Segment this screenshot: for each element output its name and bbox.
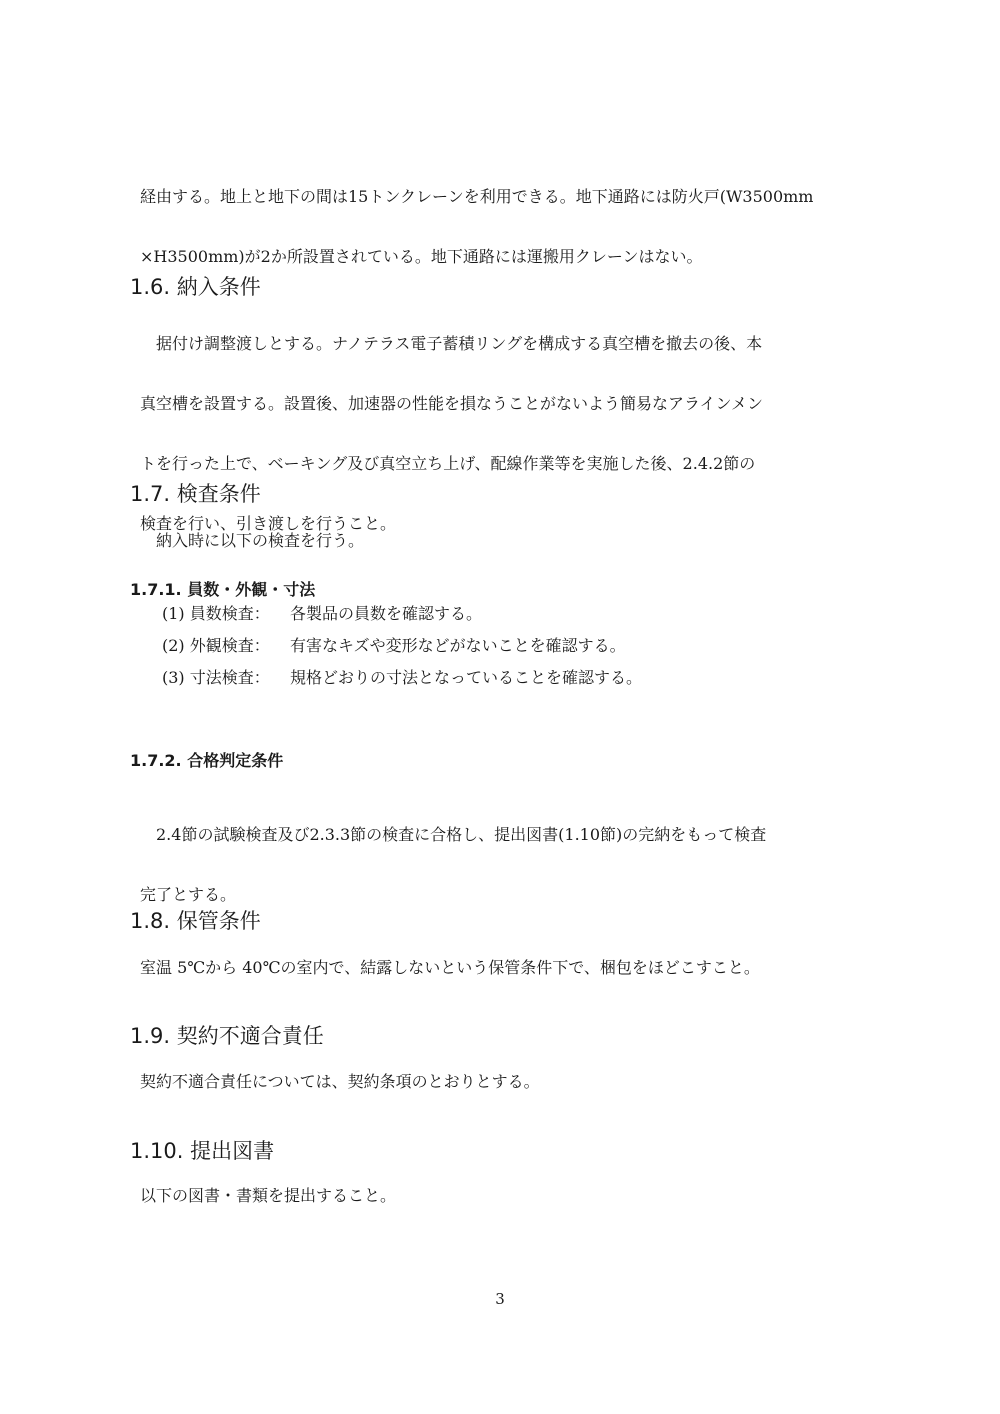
inspection-item-text: 有害なキズや変形などがないことを確認する。 [290, 636, 626, 655]
inspection-item-label: (2) 外観検査： [162, 636, 270, 655]
section-heading-1-7: 1.7. 検査条件 [130, 482, 261, 506]
subsection-heading-1-7-1: 1.7.1. 員数・外観・寸法 [130, 580, 316, 599]
section-1-7-intro: 納入時に以下の検査を行う。 [140, 531, 365, 550]
intro-line-2: ×H3500mm)が2か所設置されている。地下通路には運搬用クレーンはない。 [140, 247, 703, 266]
section-heading-1-8: 1.8. 保管条件 [130, 909, 261, 933]
page-number: 3 [495, 1290, 505, 1308]
inspection-item [162, 601, 482, 627]
subsection-1-7-2-line-1: 2.4節の試験検査及び2.3.3節の検査に合格し、提出図書(1.10節)の完納をもって検査 [140, 825, 767, 844]
subsection-1-7-2-line-2: 完了とする。 [140, 885, 237, 904]
section-1-9-text: 契約不適合責任については、契約条項のとおりとする。 [140, 1072, 540, 1091]
inspection-item [162, 633, 626, 659]
section-heading-1-6: 1.6. 納入条件 [130, 275, 261, 299]
section-1-6-line-3: トを行った上で、ベーキング及び真空立ち上げ、配線作業等を実施した後、2.4.2節の [140, 454, 756, 473]
section-heading-1-9: 1.9. 契約不適合責任 [130, 1024, 324, 1048]
subsection-heading-1-7-2: 1.7.2. 合格判定条件 [130, 751, 284, 770]
inspection-item-text: 規格どおりの寸法となっていることを確認する。 [290, 668, 643, 687]
section-1-6-line-2: 真空槽を設置する。設置後、加速器の性能を損なうことがないよう簡易なアラインメン [140, 394, 764, 413]
section-heading-1-10: 1.10. 提出図書 [130, 1139, 275, 1163]
section-1-6-line-4: 検査を行い、引き渡しを行うこと。 [140, 514, 397, 533]
inspection-item-label: (3) 寸法検査： [162, 668, 270, 687]
section-1-8-text: 室温 5℃から 40℃の室内で、結露しないという保管条件下で、梱包をほどこすこと。 [140, 958, 760, 977]
inspection-item [162, 665, 642, 691]
section-1-6-line-1: 据付け調整渡しとする。ナノテラス電子蓄積リングを構成する真空槽を撤去の後、本 [140, 334, 763, 353]
section-1-10-text: 以下の図書・書類を提出すること。 [140, 1186, 397, 1205]
inspection-item-text: 各製品の員数を確認する。 [290, 604, 483, 623]
intro-line-1: 経由する。地上と地下の間は15トンクレーンを利用できる。地下通路には防火戸(W3500mm [140, 187, 814, 206]
inspection-item-label: (1) 員数検査： [162, 604, 270, 623]
